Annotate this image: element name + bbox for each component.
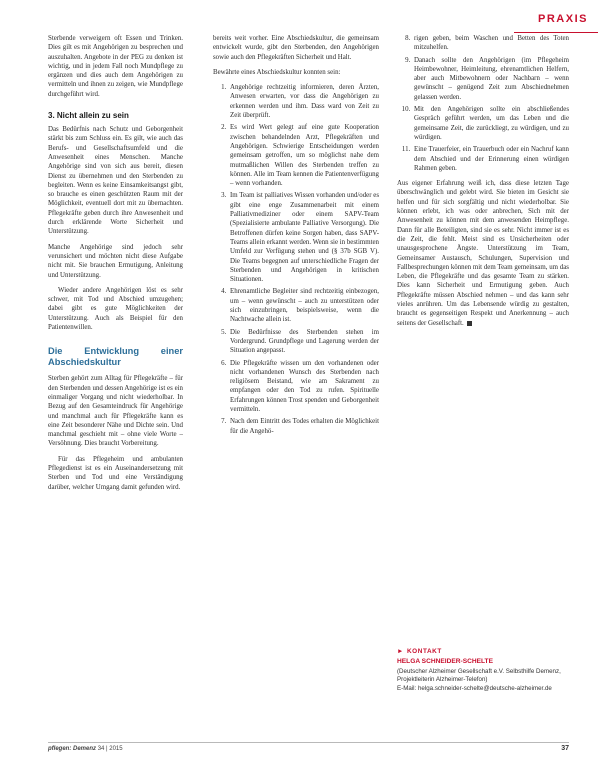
header-rule <box>514 32 598 33</box>
paragraph: Bewährte eines Abschiedskultur konnten sein: <box>213 68 341 76</box>
numbered-list-continued <box>397 34 569 173</box>
list-item: 11. Eine Trauerfeier, ein Trauerbuch oder ein Nachruf kann dem Abschied und der Erinnerung einen würdigen Rahmen geben. <box>412 145 569 173</box>
footer-rule <box>48 742 569 743</box>
section-label: PRAXIS <box>538 13 588 25</box>
contact-box <box>397 648 569 693</box>
paragraph: bereits weit vorher. Eine Abschiedskultur, die gemeinsam entwickelt wurde, gibt den Sterbenden, den Angehörigen sowie auch den Pflegekräften Sicherheit und Halt. <box>213 35 379 61</box>
list-item: 7. Nach dem Eintritt des Todes erhalten die Möglichkeit für die Angehö- <box>228 417 379 436</box>
paragraph: Für das Pflegeheim und ambulanten Pflegedienst ist es ein Auseinandersetzung mit Sterben und Tod und eine Verständigung darüber, welcher Umgang damit gefunden wird. <box>48 455 183 491</box>
paragraph: Sterben gehört zum Alltag für Pflegekräfte – für den Sterbenden und dessen Angehörige ist es ein einmaliger Vorgang und nicht wiederholbar. In Bezug auf den Gesamteindruck für Angehörige und manchmal auch für Pflegekräfte kann es eine Zeit besonderer Nähe und Dichte sein. Und manchmal geschieht mit – ohne viele Worte – Versöhnung. Dies braucht Vorbereitung. <box>48 375 183 448</box>
paragraph: Das Bedürfnis nach Schutz und Geborgenheit stärkt bis zum Schluss ein. Es gilt, wie auch das Berufs- und Gesellschaftsumfeld und die Anwesenheit eines Menschen. Manche Angehörige sind von sich aus bereit, diesen Dienst zu übernehmen und den Sterbenden zu begleiten. Wenn es keine Einsamkeitsangst gibt, so brauche es einen geschützten Raum mit der Möglichkeit, eventuell dort mit zu übernachten. Pflegekräfte geben durch ihre Anwesenheit und durch erklärende Worte Sicherheit und Unterstützung. <box>48 126 183 236</box>
list-item: 5. Die Bedürfnisse des Sterbenden stehen im Vordergrund. Grundpflege und Lagerung werden der Situation angepasst. <box>228 328 379 356</box>
end-of-article-mark <box>467 321 472 326</box>
text-column-3 <box>397 34 569 334</box>
paragraph: Sterbende verweigern oft Essen und Trinken. Dies gilt es mit Angehörigen zu besprechen und auszuhalten. Angebote in der PEG zu denken ist wichtig, und in jedem Fall noch Mundpflege zu ergänzen und dies auch dem Angehörigen zu vermitteln und ihnen zu zeigen, wie Mundpflege durchgeführt wird. <box>48 35 183 98</box>
list-item: 9. Danach sollte den Angehörigen (im Pflegeheim Heimbewohner, Heimleitung, ehrenamtlichen Helfern, aber auch Mitbewohnern oder Nachbarn – wenn gewünscht – genügend Zeit zum Abschiednehmen gelassen werden. <box>412 56 569 102</box>
contact-email[interactable]: E-Mail: helga.schneider-schelte@deutsche-alzheimer.de <box>397 684 552 692</box>
subheading: 3. Nicht allein zu sein <box>48 111 129 121</box>
numbered-list <box>213 83 379 436</box>
page-header <box>0 0 610 30</box>
text-column-1 <box>48 34 183 498</box>
paragraph <box>397 179 569 328</box>
list-item: 4. Ehrenamtliche Begleiter sind rechtzeitig einbezogen, um – wenn gewünscht – auch zu unterstützen oder sich einzubringen, beispielsweise, wenn die Nachtwache allein ist. <box>228 287 379 324</box>
list-item: 10. Mit den Angehörigen sollte ein abschließendes Gespräch geführt werden, um das Leben und die gemeinsame Zeit, die zurückliegt, zu würdigen, und zu würdigen. <box>412 105 569 142</box>
issue-number: 34 | 2015 <box>97 746 123 752</box>
section-heading: Die Entwicklung einer Abschiedskultur <box>48 346 183 368</box>
list-item: 2. Es wird Wert gelegt auf eine gute Kooperation zwischen behandelnden Arzt, Pflegekräften und Angehörigen. Schwierige Entscheidungen werden gemeinsam getroffen, um so möglichst nahe dem mutmaßlichen Willen des Sterbenden treffen zu können. Alle im Team kennen die Patientenverfügung – wenn vorhanden. <box>228 123 379 188</box>
contact-affiliation: (Deutscher Alzheimer Gesellschaft e.V. Selbsthilfe Demenz, Projektleiterin Alzheimer-Telefon) <box>397 667 561 684</box>
arrow-icon: ► <box>397 648 404 655</box>
publication-name: pflegen: Demenz <box>48 746 97 752</box>
list-item: 6. Die Pflegekräfte wissen um den vorhandenen oder nicht vorhandenen Wunsch des Sterbenden nach religiösem Beistand, wie am Sakrament zu empfangen oder den Tod zu rufen. Spirituelle Erfahrungen können Trost spenden und Geborgenheit vermitteln. <box>228 359 379 415</box>
contact-heading <box>397 648 569 656</box>
contact-name: HELGA SCHNEIDER-SCHELTE <box>397 658 493 666</box>
list-item: 8. rigen geben, beim Waschen und Betten des Toten mitzuhelfen. <box>412 34 569 53</box>
paragraph: Manche Angehörige sind jedoch sehr verunsichert und möchten nicht diese Aufgabe nicht mit. Sie brauchen Ermutigung, Anleitung und Unterstützung. <box>48 243 183 279</box>
list-item: 3. Im Team ist palliatives Wissen vorhanden und/oder es gibt eine enge Zusammenarbeit mit einem Palliativmediziner oder einem SAPV-Team (Spezialisierte ambulante Palliative Versorgung). Die Betroffenen dürfen keine Sorgen haben, dass SAPV-Teams allein erkannt werden. Wenn sie in bestimmten Umfeld zur Verfügung stehen und (§ 37b SGB V). Die Teams begegnen auf unterschiedliche Fragen der Sterbenden und Angehörigen in kritischen Situationen. <box>228 191 379 284</box>
page-number: 37 <box>561 745 569 752</box>
text-column-2 <box>213 34 379 442</box>
contact-heading-label: KONTAKT <box>406 648 442 655</box>
list-item: 1. Angehörige rechtzeitig informieren, deren Ärzten, Anwesen erwarten, vor dass die Angehörigen zu erkennen werden und ihm. Dass ward von Zeit zu Zeit überprüft. <box>228 83 379 120</box>
footer-publication <box>48 746 123 752</box>
paragraph: Wieder andere Angehörigen löst es sehr schwer, mit Tod und Abschied umzugehen; dabei gibt es gute Möglichkeiten der Unterstützung. Auch als Beispiel für den Patientenwillen. <box>48 286 183 332</box>
closing-text: Aus eigener Erfahrung weiß ich, dass diese letzten Tage überschwänglich und gelebt wird. Sie bieten im Gesicht sie helfen und für sich sorgfältig und nicht wiederholbar. Sie können erlebt, ich was oder anbrechen, Sich mit der Anwesenheit zu können mit dem anwesenden Heimpflege. Dann für alle Beteiligten, sind sie es sehr. Nicht immer ist es die Zeit, die fehlt. Meist sind es Unsicherheiten oder unausgesprochene Ängste. Unterstützung im Team, Gemeinsamer Austausch, Schulungen, Supervision und Fallbesprechungen können mit dem Team gemeinsam, um das Leben, die Pflegekräfte und das gesamte Team zu stärken. Dies kann Sicherheit und Ermutigung geben. Auch Pflegekräfte müssen Abschied nehmen – und das kann sehr vieles anrühren. Um das Lebensende würdig zu gestalten, braucht es gegenseitigen Respekt und Anerkennung – auch seitens der Gesellschaft. <box>397 180 569 327</box>
